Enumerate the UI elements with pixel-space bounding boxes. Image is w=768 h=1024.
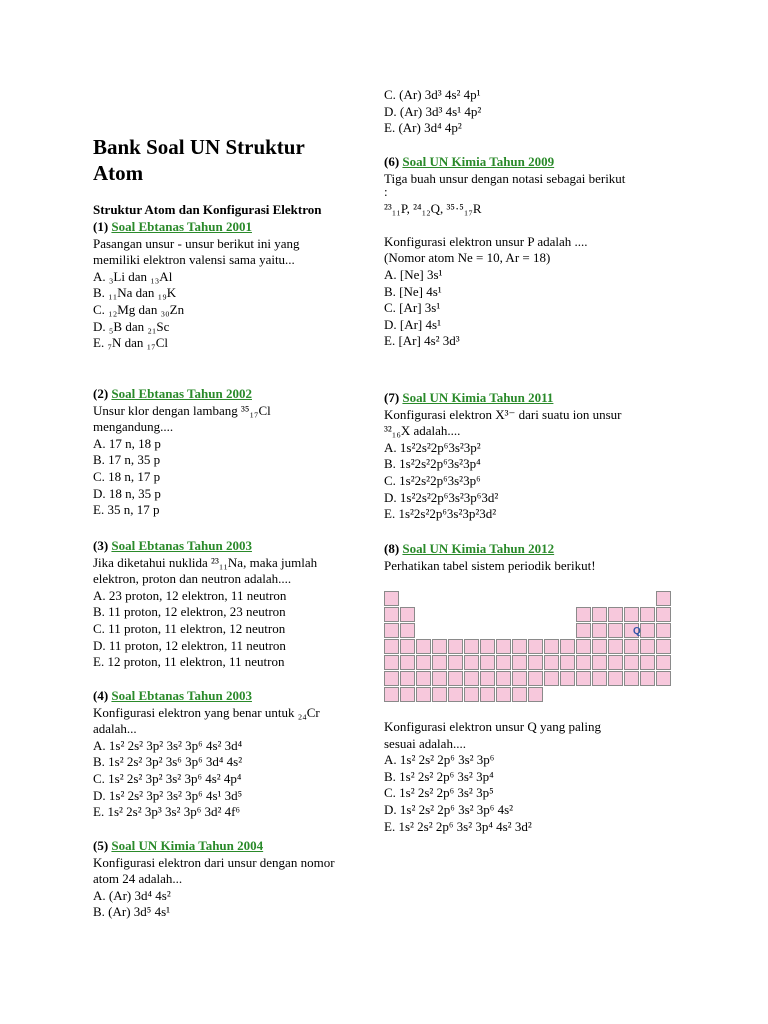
periodic-table-cell xyxy=(656,639,671,654)
question-number: (6) xyxy=(384,154,403,169)
periodic-table-cell xyxy=(560,639,575,654)
question-3 xyxy=(93,538,317,671)
question-text: Konfigurasi elektron unsur P adalah .... xyxy=(384,233,588,249)
periodic-table-cell xyxy=(432,671,447,686)
question-source-link[interactable]: Soal Ebtanas Tahun 2002 xyxy=(111,386,252,401)
answer-option: D. (Ar) 3d³ 4s¹ 4p² xyxy=(384,103,482,119)
question-source-link[interactable]: Soal UN Kimia Tahun 2009 xyxy=(402,154,555,169)
answer-option: C. (Ar) 3d³ 4s² 4p¹ xyxy=(384,87,481,102)
question-text: Konfigurasi elektron unsur Q yang paling xyxy=(384,719,601,734)
answer-option: A. 17 n, 18 p xyxy=(93,435,161,451)
question-1 xyxy=(93,219,300,352)
periodic-table-cell xyxy=(576,671,591,686)
question-number: (8) xyxy=(384,541,403,556)
question-heading xyxy=(93,838,335,855)
periodic-table-cell xyxy=(384,623,399,638)
periodic-table-cell xyxy=(608,623,623,638)
periodic-table-cell xyxy=(656,607,671,622)
question-source-link[interactable]: Soal UN Kimia Tahun 2011 xyxy=(402,390,554,405)
answer-option: E. 1s²2s²2p⁶3s²3p²3d² xyxy=(384,506,497,522)
periodic-table-cell xyxy=(496,687,511,702)
question-source-link[interactable]: Soal Ebtanas Tahun 2003 xyxy=(111,688,252,703)
periodic-table-cell xyxy=(640,623,655,638)
periodic-table-cell xyxy=(656,671,671,686)
periodic-table-cell xyxy=(400,671,415,686)
periodic-table-cell xyxy=(512,655,527,670)
answer-option: B. [Ne] 4s¹ xyxy=(384,283,442,299)
periodic-table-cell xyxy=(592,607,607,622)
answer-option: E. 35 n, 17 p xyxy=(93,502,160,518)
periodic-table-cell xyxy=(624,607,639,622)
question-source-link[interactable]: Soal Ebtanas Tahun 2001 xyxy=(111,219,252,234)
question-text: mengandung.... xyxy=(93,419,174,435)
isotope-notation: ²³₁₁P, ²⁴₁₂Q, ³⁵·⁵₁₇R xyxy=(384,201,482,217)
periodic-table-cell xyxy=(656,623,671,638)
periodic-table-cell xyxy=(608,639,623,654)
answer-option: A. 1s² 2s² 2p⁶ 3s² 3p⁶ xyxy=(384,752,495,768)
periodic-table-cell xyxy=(576,607,591,622)
answer-option: D. [Ar] 4s¹ xyxy=(384,316,441,332)
question-heading xyxy=(384,541,596,558)
answer-option: B. 17 n, 35 p xyxy=(93,452,161,468)
answer-option: B. 1s² 2s² 3p² 3s⁶ 3p⁶ 3d⁴ 4s² xyxy=(93,754,243,770)
periodic-table-cell xyxy=(384,607,399,622)
periodic-table-cell xyxy=(576,639,591,654)
element-q-marker: Q xyxy=(633,626,641,637)
periodic-table-cell xyxy=(656,655,671,670)
answer-option: D. ₅B dan ₂₁Sc xyxy=(93,318,170,334)
question-number: (1) xyxy=(93,219,112,234)
periodic-table-cell xyxy=(480,671,495,686)
periodic-table-cell xyxy=(608,655,623,670)
answer-option: C. 18 n, 17 p xyxy=(93,468,161,484)
question-8-answers xyxy=(384,719,601,835)
answer-option: A. 23 proton, 12 elektron, 11 neutron xyxy=(93,587,287,603)
answer-option: C. [Ar] 3s¹ xyxy=(384,300,441,316)
question-text: atom 24 adalah... xyxy=(93,871,183,887)
question-6 xyxy=(384,154,625,350)
periodic-table-cell xyxy=(496,639,511,654)
periodic-table-cell xyxy=(592,623,607,638)
periodic-table-cell xyxy=(624,671,639,686)
periodic-table-cell xyxy=(432,687,447,702)
periodic-table-cell xyxy=(432,639,447,654)
answer-option: C. 1s²2s²2p⁶3s²3p⁶ xyxy=(384,472,481,488)
question-heading xyxy=(93,538,317,555)
title-line-2: Atom xyxy=(93,161,144,185)
question-text: Perhatikan tabel sistem periodik berikut! xyxy=(384,557,596,573)
question-number: (2) xyxy=(93,386,112,401)
question-text: adalah... xyxy=(93,721,137,737)
question-text: (Nomor atom Ne = 10, Ar = 18) xyxy=(384,250,551,266)
periodic-table-cell xyxy=(384,655,399,670)
periodic-table-cell xyxy=(512,671,527,686)
periodic-table-cell xyxy=(576,655,591,670)
periodic-table-cell xyxy=(528,671,543,686)
periodic-table-cell xyxy=(512,687,527,702)
question-2 xyxy=(93,386,271,519)
periodic-table-cell xyxy=(560,671,575,686)
question-text: sesuai adalah.... xyxy=(384,735,466,751)
question-8 xyxy=(384,541,596,574)
question-text: Pasangan unsur - unsur berikut ini yang xyxy=(93,235,300,251)
answer-option: A. ₃Li dan ₁₃Al xyxy=(93,268,173,284)
answer-option: B. (Ar) 3d⁵ 4s¹ xyxy=(93,904,171,920)
question-source-link[interactable]: Soal UN Kimia Tahun 2004 xyxy=(111,838,264,853)
question-5 xyxy=(93,838,335,921)
periodic-table-cell xyxy=(640,671,655,686)
question-heading xyxy=(93,688,320,705)
periodic-table-cell xyxy=(400,607,415,622)
question-text: Konfigurasi elektron dari unsur dengan nomor xyxy=(93,854,335,870)
answer-option: D. 11 proton, 12 elektron, 11 neutron xyxy=(93,637,286,653)
periodic-table-cell xyxy=(592,639,607,654)
periodic-table-cell xyxy=(480,687,495,702)
periodic-table-cell xyxy=(464,639,479,654)
answer-option: D. 18 n, 35 p xyxy=(93,485,161,501)
question-4 xyxy=(93,688,320,821)
question-text: memiliki elektron valensi sama yaitu... xyxy=(93,252,295,268)
question-source-link[interactable]: Soal UN Kimia Tahun 2012 xyxy=(402,541,555,556)
periodic-table-cell xyxy=(528,639,543,654)
answer-option: B. ₁₁Na dan ₁₉K xyxy=(93,285,177,301)
periodic-table-cell xyxy=(640,639,655,654)
periodic-table-cell xyxy=(464,687,479,702)
periodic-table-cell xyxy=(544,639,559,654)
periodic-table-cell xyxy=(640,607,655,622)
periodic-table-cell xyxy=(496,655,511,670)
periodic-table-cell xyxy=(576,623,591,638)
periodic-table-cell xyxy=(656,591,671,606)
answer-option: A. (Ar) 3d⁴ 4s² xyxy=(93,887,171,903)
question-number: (7) xyxy=(384,390,403,405)
answer-option: E. ₇N dan ₁₇Cl xyxy=(93,335,168,351)
question-number: (4) xyxy=(93,688,112,703)
periodic-table-cell xyxy=(640,655,655,670)
section-heading: Struktur Atom dan Konfigurasi Elektron xyxy=(93,202,322,217)
answer-option: E. 1s² 2s² 2p⁶ 3s² 3p⁴ 4s² 3d² xyxy=(384,818,532,834)
periodic-table-cell xyxy=(448,639,463,654)
question-heading xyxy=(93,386,271,403)
question-text: Unsur klor dengan lambang ³⁵₁₇Cl xyxy=(93,402,271,418)
title-line-1: Bank Soal UN Struktur xyxy=(93,135,305,159)
periodic-table-cell xyxy=(400,639,415,654)
answer-option: A. 1s²2s²2p⁶3s²3p² xyxy=(384,439,481,455)
page-title xyxy=(93,134,305,186)
periodic-table-cell xyxy=(496,671,511,686)
answer-option: B. 1s²2s²2p⁶3s²3p⁴ xyxy=(384,456,481,472)
question-text: elektron, proton dan neutron adalah.... xyxy=(93,571,292,587)
periodic-table-cell xyxy=(608,671,623,686)
periodic-table-cell xyxy=(400,687,415,702)
answer-option: C. 11 proton, 11 elektron, 12 neutron xyxy=(93,620,286,636)
periodic-table-cell xyxy=(464,655,479,670)
periodic-table-cell xyxy=(416,671,431,686)
question-text: Konfigurasi elektron X³⁻ dari suatu ion unsur xyxy=(384,406,622,422)
answer-option: E. [Ar] 4s² 3d³ xyxy=(384,333,460,349)
periodic-table-cell xyxy=(416,687,431,702)
question-text: Konfigurasi elektron yang benar untuk ₂₄Cr xyxy=(93,704,320,720)
question-number: (3) xyxy=(93,538,112,553)
periodic-table-cell xyxy=(384,671,399,686)
periodic-table-cell xyxy=(512,639,527,654)
question-text: Jika diketahui nuklida ²³₁₁Na, maka jumlah xyxy=(93,554,318,570)
answer-option: C. 1s² 2s² 3p² 3s² 3p⁶ 4s² 4p⁴ xyxy=(93,770,242,786)
periodic-table-cell xyxy=(592,655,607,670)
question-source-link[interactable]: Soal Ebtanas Tahun 2003 xyxy=(111,538,252,553)
answer-option: B. 11 proton, 12 elektron, 23 neutron xyxy=(93,604,286,620)
question-text: : xyxy=(384,184,388,200)
periodic-table-cell xyxy=(528,687,543,702)
periodic-table-cell xyxy=(400,655,415,670)
answer-option: A. 1s² 2s² 3p² 3s² 3p⁶ 4s² 3d⁴ xyxy=(93,737,243,753)
periodic-table-cell xyxy=(544,655,559,670)
answer-option: D. 1s² 2s² 2p⁶ 3s² 3p⁶ 4s² xyxy=(384,801,514,817)
question-text: ³²₁₆X adalah.... xyxy=(384,423,461,439)
question-heading xyxy=(384,390,622,407)
question-7 xyxy=(384,390,622,523)
periodic-table-cell xyxy=(384,687,399,702)
answer-option: E. 1s² 2s² 3p³ 3s² 3p⁶ 3d² 4f⁶ xyxy=(93,804,240,820)
periodic-table-cell xyxy=(624,639,639,654)
periodic-table-cell xyxy=(416,655,431,670)
periodic-table-cell xyxy=(480,639,495,654)
periodic-table-cell xyxy=(464,671,479,686)
answer-option: C. 1s² 2s² 2p⁶ 3s² 3p⁵ xyxy=(384,785,494,801)
periodic-table-cell xyxy=(592,671,607,686)
periodic-table-cell xyxy=(432,655,447,670)
answer-option: D. 1s² 2s² 3p² 3s² 3p⁶ 4s¹ 3d⁵ xyxy=(93,787,243,803)
answer-option: D. 1s²2s²2p⁶3s²3p⁶3d² xyxy=(384,489,499,505)
periodic-table-cell xyxy=(384,591,399,606)
periodic-table-cell xyxy=(416,639,431,654)
question-number: (5) xyxy=(93,838,112,853)
answer-option: A. [Ne] 3s¹ xyxy=(384,266,443,282)
periodic-table-cell xyxy=(480,655,495,670)
question-heading xyxy=(384,154,625,171)
question-5-continued xyxy=(384,87,481,137)
periodic-table-cell xyxy=(384,639,399,654)
question-text: Tiga buah unsur dengan notasi sebagai berikut xyxy=(384,170,626,186)
periodic-table-cell xyxy=(608,607,623,622)
answer-option: E. 12 proton, 11 elektron, 11 neutron xyxy=(93,654,285,670)
periodic-table-cell xyxy=(448,671,463,686)
periodic-table-cell xyxy=(448,655,463,670)
periodic-table-cell xyxy=(544,671,559,686)
question-heading xyxy=(93,219,300,236)
periodic-table-cell xyxy=(448,687,463,702)
periodic-table-cell xyxy=(624,655,639,670)
periodic-table-cell xyxy=(400,623,415,638)
periodic-table-cell xyxy=(560,655,575,670)
answer-option: C. ₁₂Mg dan ₃₀Zn xyxy=(93,301,185,317)
answer-option: B. 1s² 2s² 2p⁶ 3s² 3p⁴ xyxy=(384,768,494,784)
periodic-table-cell xyxy=(528,655,543,670)
answer-option: E. (Ar) 3d⁴ 4p² xyxy=(384,120,462,136)
